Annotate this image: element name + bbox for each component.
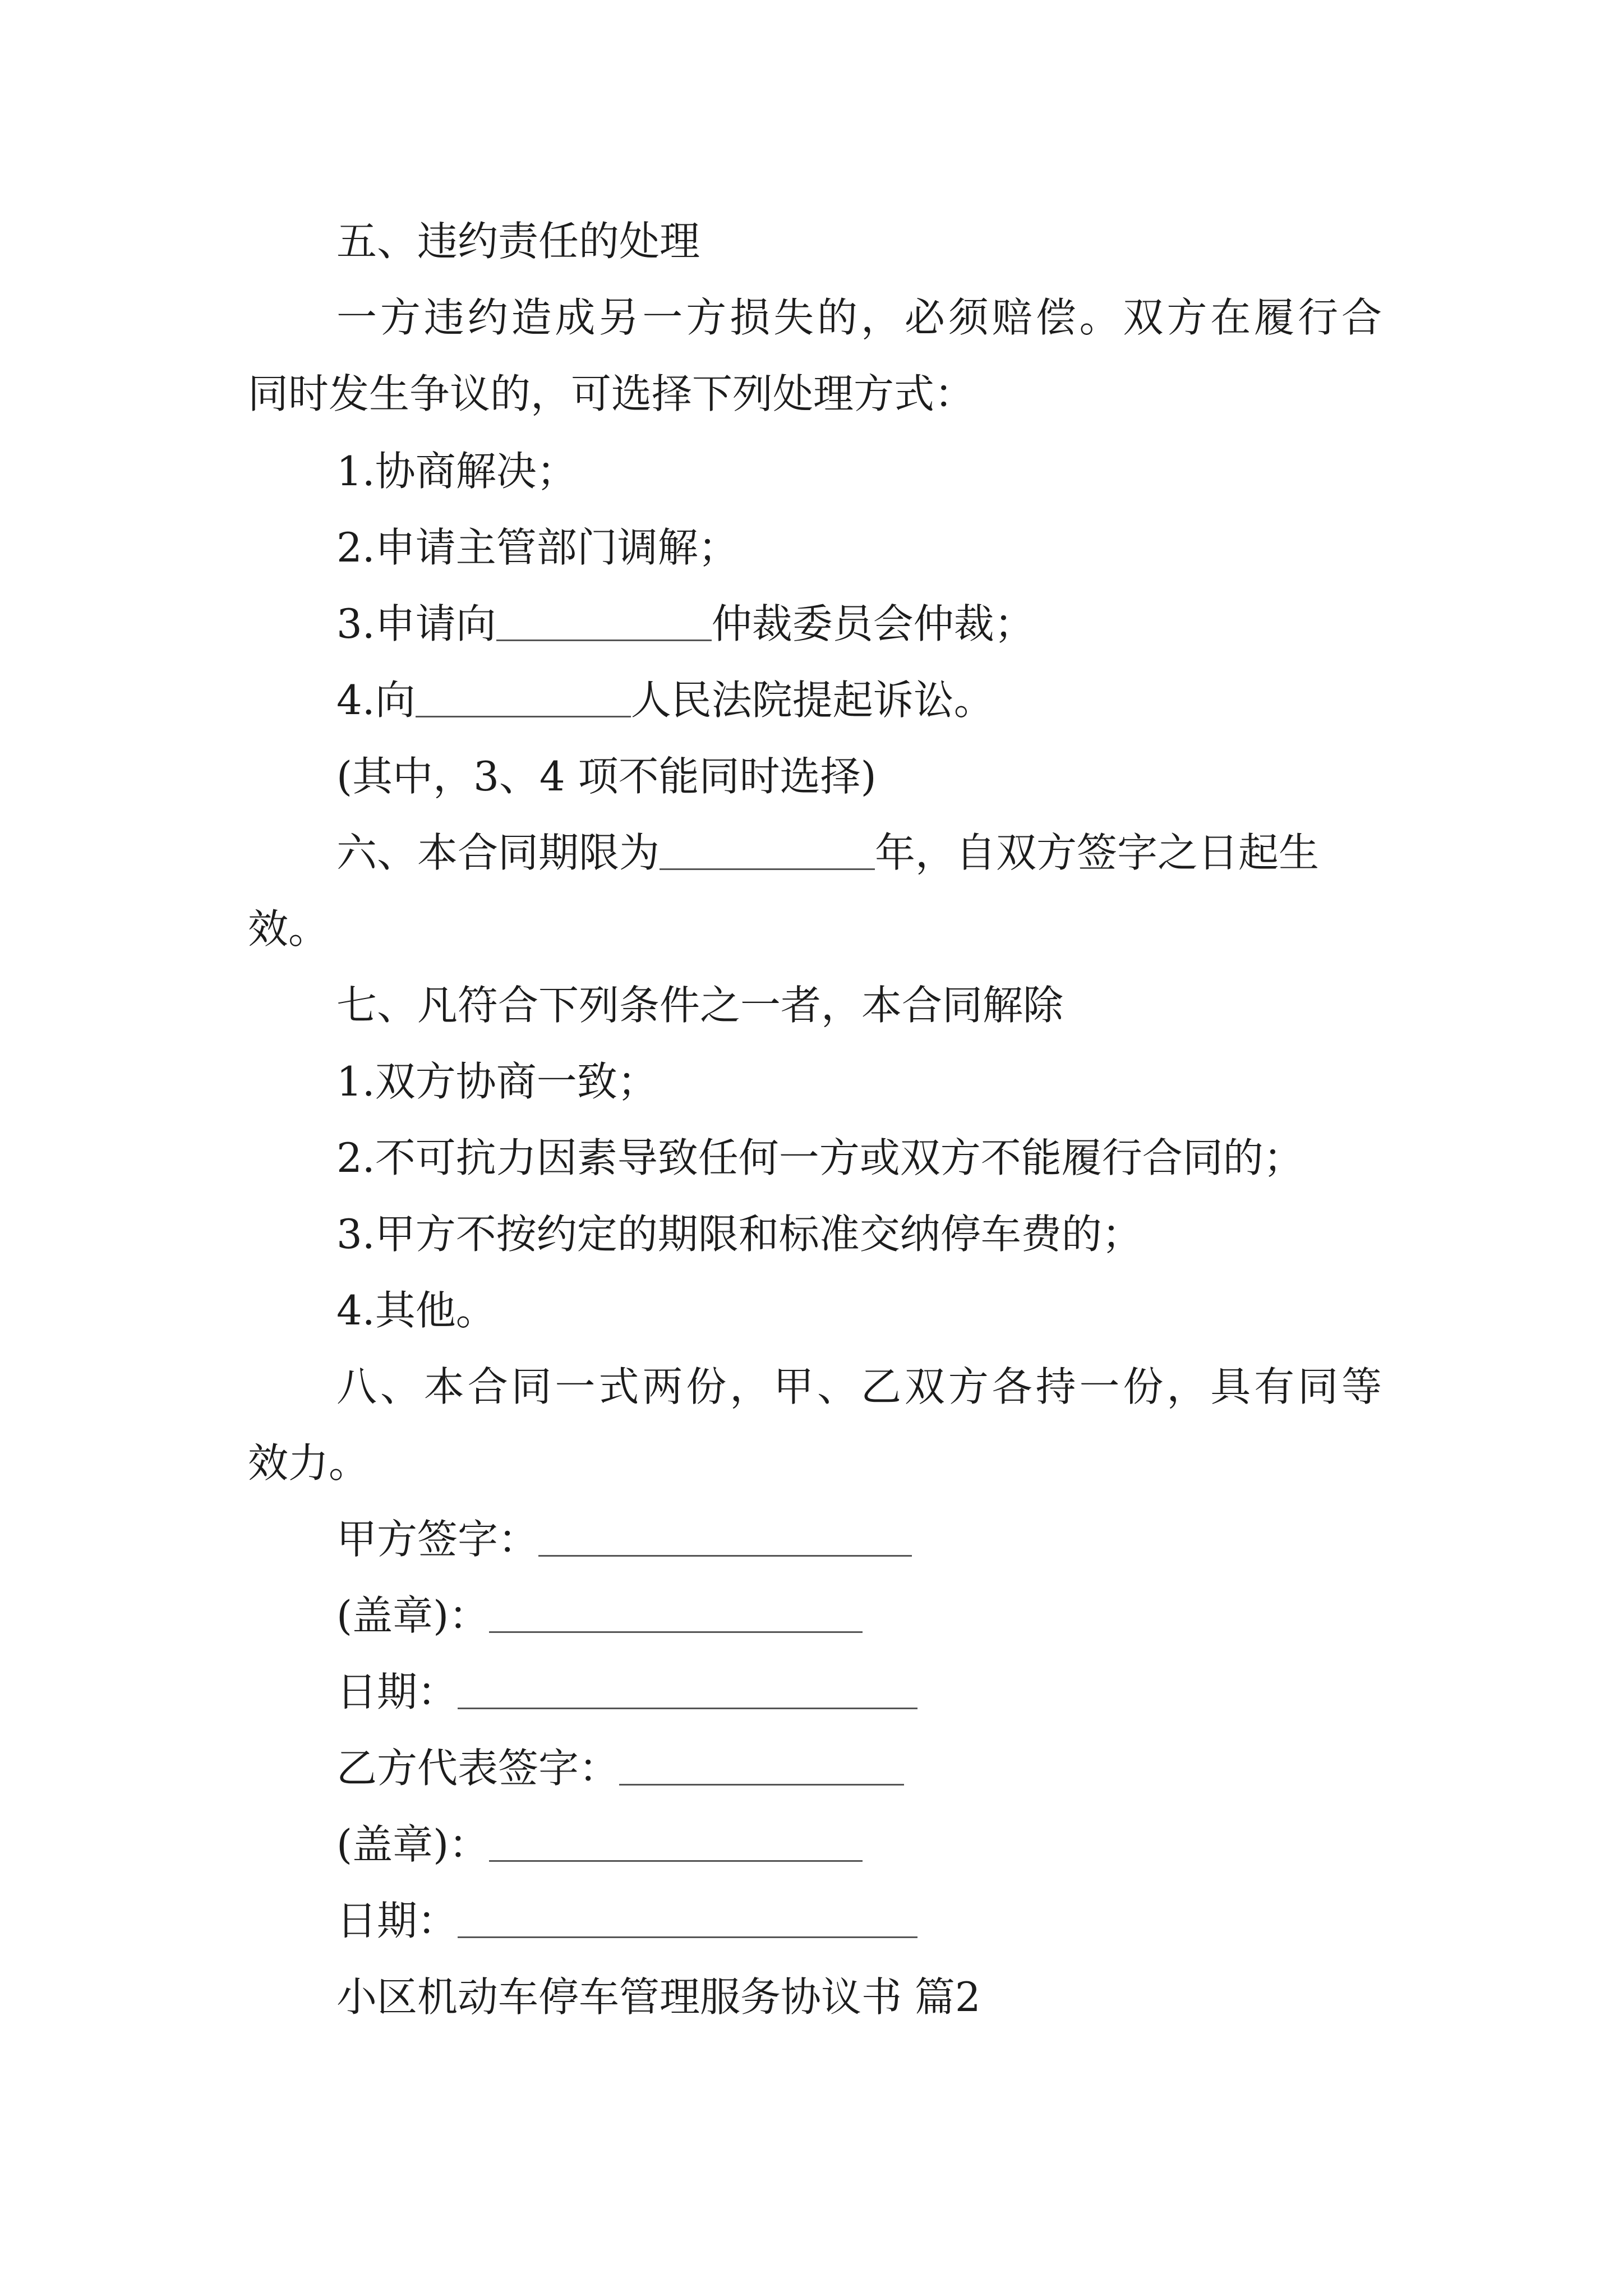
party-a-date-row (336, 1665, 917, 1719)
section-seven-item-4: 4.其他。 (336, 1287, 496, 1334)
party-a-date-label: 日期： (336, 1668, 458, 1715)
contract-term-blank (660, 826, 875, 870)
party-b-signature-label: 乙方代表签字： (336, 1745, 620, 1792)
section-five-note: (其中，3、4 项不能同时选择) (336, 753, 877, 800)
section-five-body-line1: 一方违约造成另一方损失的，必须赔偿。双方在履行合 (336, 294, 1382, 341)
section-five-item-3 (336, 597, 1035, 651)
section-seven-item-1: 1.双方协商一致； (336, 1058, 658, 1105)
party-b-date-label: 日期： (336, 1897, 458, 1944)
section-six-suffix: 年，自双方签字之日起生 (875, 829, 1320, 876)
item-3-suffix: 仲裁委员会仲裁； (711, 600, 1035, 647)
court-name-blank (416, 673, 631, 717)
next-agreement-title: 小区机动车停车管理服务协议书 篇2 (336, 1973, 981, 2021)
section-five-heading: 五、违约责任的处理 (336, 218, 700, 265)
section-six-line1 (336, 826, 1319, 880)
item-4-prefix: 4.向 (336, 677, 416, 724)
section-six-line2: 效。 (248, 905, 329, 953)
party-a-signature-label: 甲方签字： (336, 1516, 539, 1563)
party-b-seal-field[interactable] (489, 1818, 863, 1862)
party-a-signature-row (336, 1512, 912, 1566)
party-b-date-row (336, 1894, 917, 1948)
party-b-seal-row (336, 1818, 863, 1871)
party-b-date-field[interactable] (458, 1894, 917, 1938)
party-b-signature-row (336, 1741, 904, 1795)
party-b-seal-label: (盖章)： (336, 1821, 490, 1868)
party-a-seal-label: (盖章)： (336, 1592, 490, 1639)
section-seven-item-2: 2.不可抗力因素导致任何一方或双方不能履行合同的； (336, 1134, 1304, 1181)
item-4-suffix: 人民法院提起诉讼。 (630, 677, 994, 724)
section-eight-line2: 效力。 (248, 1439, 370, 1487)
party-a-seal-field[interactable] (489, 1589, 863, 1633)
item-3-prefix: 3.申请向 (336, 600, 496, 647)
section-seven-heading: 七、凡符合下列条件之一者，本合同解除 (336, 982, 1064, 1029)
section-eight-line1: 八、本合同一式两份，甲、乙双方各持一份，具有同等 (336, 1363, 1382, 1410)
arbitration-committee-blank (496, 597, 712, 641)
section-seven-item-3: 3.甲方不按约定的期限和标准交纳停车费的； (336, 1211, 1142, 1258)
party-a-signature-field[interactable] (538, 1512, 912, 1557)
section-five-item-4 (336, 673, 994, 727)
section-five-body-line2: 同时发生争议的，可选择下列处理方式： (248, 370, 975, 417)
section-five-item-2: 2.申请主管部门调解； (336, 524, 739, 571)
party-a-date-field[interactable] (458, 1665, 917, 1709)
party-a-seal-row (336, 1589, 863, 1642)
party-b-signature-field[interactable] (619, 1741, 904, 1786)
section-five-item-1: 1.协商解决； (336, 448, 577, 495)
section-six-prefix: 六、本合同期限为 (336, 829, 660, 876)
